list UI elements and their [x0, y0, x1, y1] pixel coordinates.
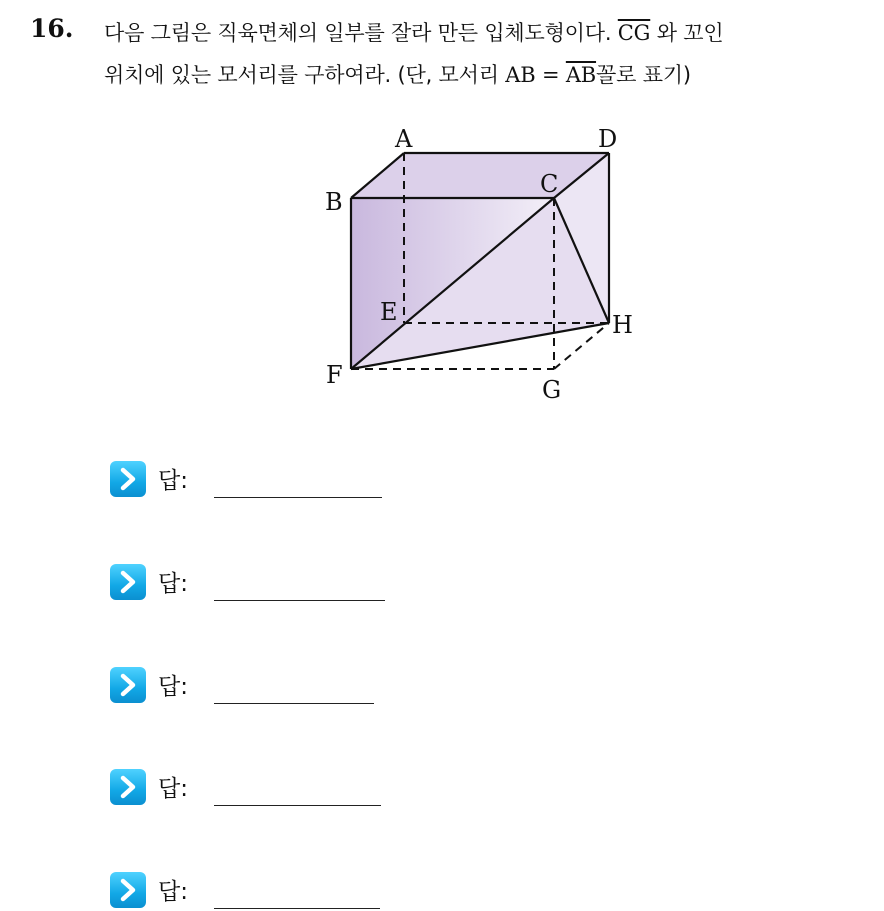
vertex-label-f: F: [326, 361, 343, 389]
segment-cg: $\overline{CG}$: [617, 21, 651, 45]
answer-blank[interactable]: [214, 497, 382, 498]
solid-figure: [315, 118, 655, 408]
answer-label: 답:: [158, 776, 188, 802]
chevron-right-icon: [110, 667, 146, 703]
vertex-label-b: B: [325, 188, 343, 216]
chevron-right-icon: [110, 564, 146, 600]
equals-sign: =: [541, 63, 560, 87]
question-text-2: 위치에 있는 모서리를 구하여라. (단, 모서리: [104, 63, 499, 87]
vertex-label-c: C: [540, 170, 559, 198]
answer-label: 답:: [158, 468, 188, 494]
answer-blank[interactable]: [214, 805, 381, 806]
question-text-2-suffix: 꼴로 표기): [596, 63, 691, 87]
question-line-1: [104, 17, 723, 47]
question-text-suffix: 와 꼬인: [656, 21, 724, 45]
vertex-label-e: E: [380, 298, 398, 326]
vertex-label-g: G: [542, 376, 562, 404]
answer-blank[interactable]: [214, 600, 385, 601]
answer-blank[interactable]: [214, 908, 380, 909]
chevron-right-icon: [110, 872, 146, 908]
vertex-label-d: D: [598, 125, 618, 153]
answer-label: 답:: [158, 571, 188, 597]
vertex-label-a: A: [395, 125, 413, 153]
chevron-right-icon: [110, 461, 146, 497]
chevron-right-icon: [110, 769, 146, 805]
answer-blank[interactable]: [214, 703, 374, 704]
question-text: 다음 그림은 직육면체의 일부를 잘라 만든 입체도형이다.: [104, 21, 612, 45]
question-line-2: [104, 59, 691, 89]
answer-label: 답:: [158, 879, 188, 905]
answer-label: 답:: [158, 674, 188, 700]
vertex-label-h: H: [612, 311, 633, 339]
edge-ab: AB: [505, 63, 536, 87]
segment-ab: $\overline{AB}$: [565, 63, 597, 87]
question-number: 16.: [30, 14, 74, 43]
